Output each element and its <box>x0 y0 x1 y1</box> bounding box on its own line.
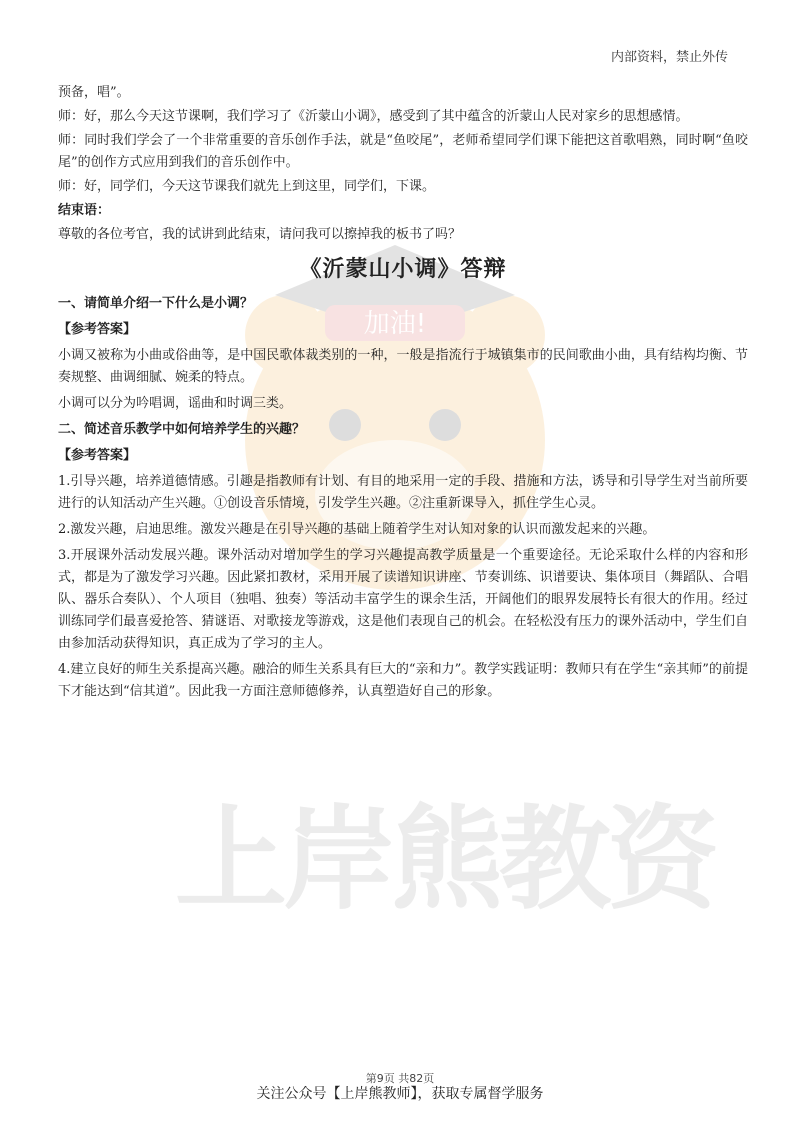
closing-label: 结束语： <box>58 203 111 218</box>
footer-note: 关注公众号【上岸熊教师】，获取专属督学服务 <box>256 1086 544 1102</box>
page-number: 第9页 共82页 <box>365 1072 435 1085</box>
answer-2-paragraph: 3.开展课外活动发展兴趣。课外活动对增加学生的学习兴趣提高教学质量是一个重要途径。无论采取什么样的内容和形式，都是为了激发学习兴趣。因此紧扣教材，采用开展了读谱知识讲座、节奏训练、识谱要诀、集体项目（舞蹈队、合唱队、器乐合奏队）、个人项目（独唱、独奏）等活动丰富学生的课余生活，开阔他们的眼界发展特长有很大的作用。经过训练同学们最喜爱抢答、猜谜语、对歌接龙等游戏，这是他们表现自己的机会。在轻松没有压力的课外活动中，学生们自由参加活动获得知识，真正成为了学习的主人。 <box>58 548 748 651</box>
logo-text: 加油! <box>363 309 427 339</box>
watermark-text: 上岸熊教资 <box>175 795 715 925</box>
answer-2-paragraph: 2.激发兴趣，启迪思维。激发兴趣是在引导兴趣的基础上随着学生对认知对象的认识而激发起来的兴趣。 <box>58 522 656 537</box>
answer-label-2: 【参考答案】 <box>58 448 137 463</box>
answer-2-paragraph: 4.建立良好的师生关系提高兴趣。融洽的师生关系具有巨大的“亲和力”。教学实践证明：教师只有在学生“亲其师”的前提下才能达到“信其道”。因此我一方面注意师德修养，认真塑造好自己的形象。 <box>58 662 748 699</box>
defense-title: 《沂蒙山小调》答辩 <box>299 257 507 282</box>
page-content <box>58 82 748 707</box>
intro-paragraph: 师：好，同学们，今天这节课我们就先上到这里，同学们，下课。 <box>58 179 436 194</box>
closing-text: 尊敬的各位考官，我的试讲到此结束，请问我可以擦掉我的板书了吗？ <box>58 227 462 242</box>
question-2: 二、简述音乐教学中如何培养学生的兴趣？ <box>58 422 306 437</box>
answer-2-paragraph: 1.引导兴趣，培养道德情感。引趣是指教师有计划、有目的地采用一定的手段、措施和方法，诱导和引导学生对当前所要进行的认知活动产生兴趣。①创设音乐情境，引发学生兴趣。②注重新课导入，抓住学生心灵。 <box>58 474 748 511</box>
question-1: 一、请简单介绍一下什么是小调？ <box>58 296 254 311</box>
intro-paragraph: 预备，唱”。 <box>58 85 130 100</box>
confidential-note: 内部资料，禁止外传 <box>610 50 728 65</box>
page-footer <box>0 1072 800 1103</box>
intro-paragraph: 师：好，那么今天这节课啊，我们学习了《沂蒙山小调》，感受到了其中蕴含的沂蒙山人民对家乡的思想感情。 <box>58 109 689 124</box>
answer-1-paragraph: 小调可以分为吟唱调，谣曲和时调三类。 <box>58 396 293 411</box>
intro-paragraph: 师：同时我们学会了一个非常重要的音乐创作手法，就是“鱼咬尾”，老师希望同学们课下能把这首歌唱熟，同时啊“鱼咬尾”的创作方式应用到我们的音乐创作中。 <box>58 133 748 170</box>
answer-label-1: 【参考答案】 <box>58 322 137 337</box>
answer-1-paragraph: 小调又被称为小曲或俗曲等，是中国民歌体裁类别的一种，一般是指流行于城镇集市的民间歌曲小曲，具有结构均衡、节奏规整、曲调细腻、婉柔的特点。 <box>58 348 748 385</box>
